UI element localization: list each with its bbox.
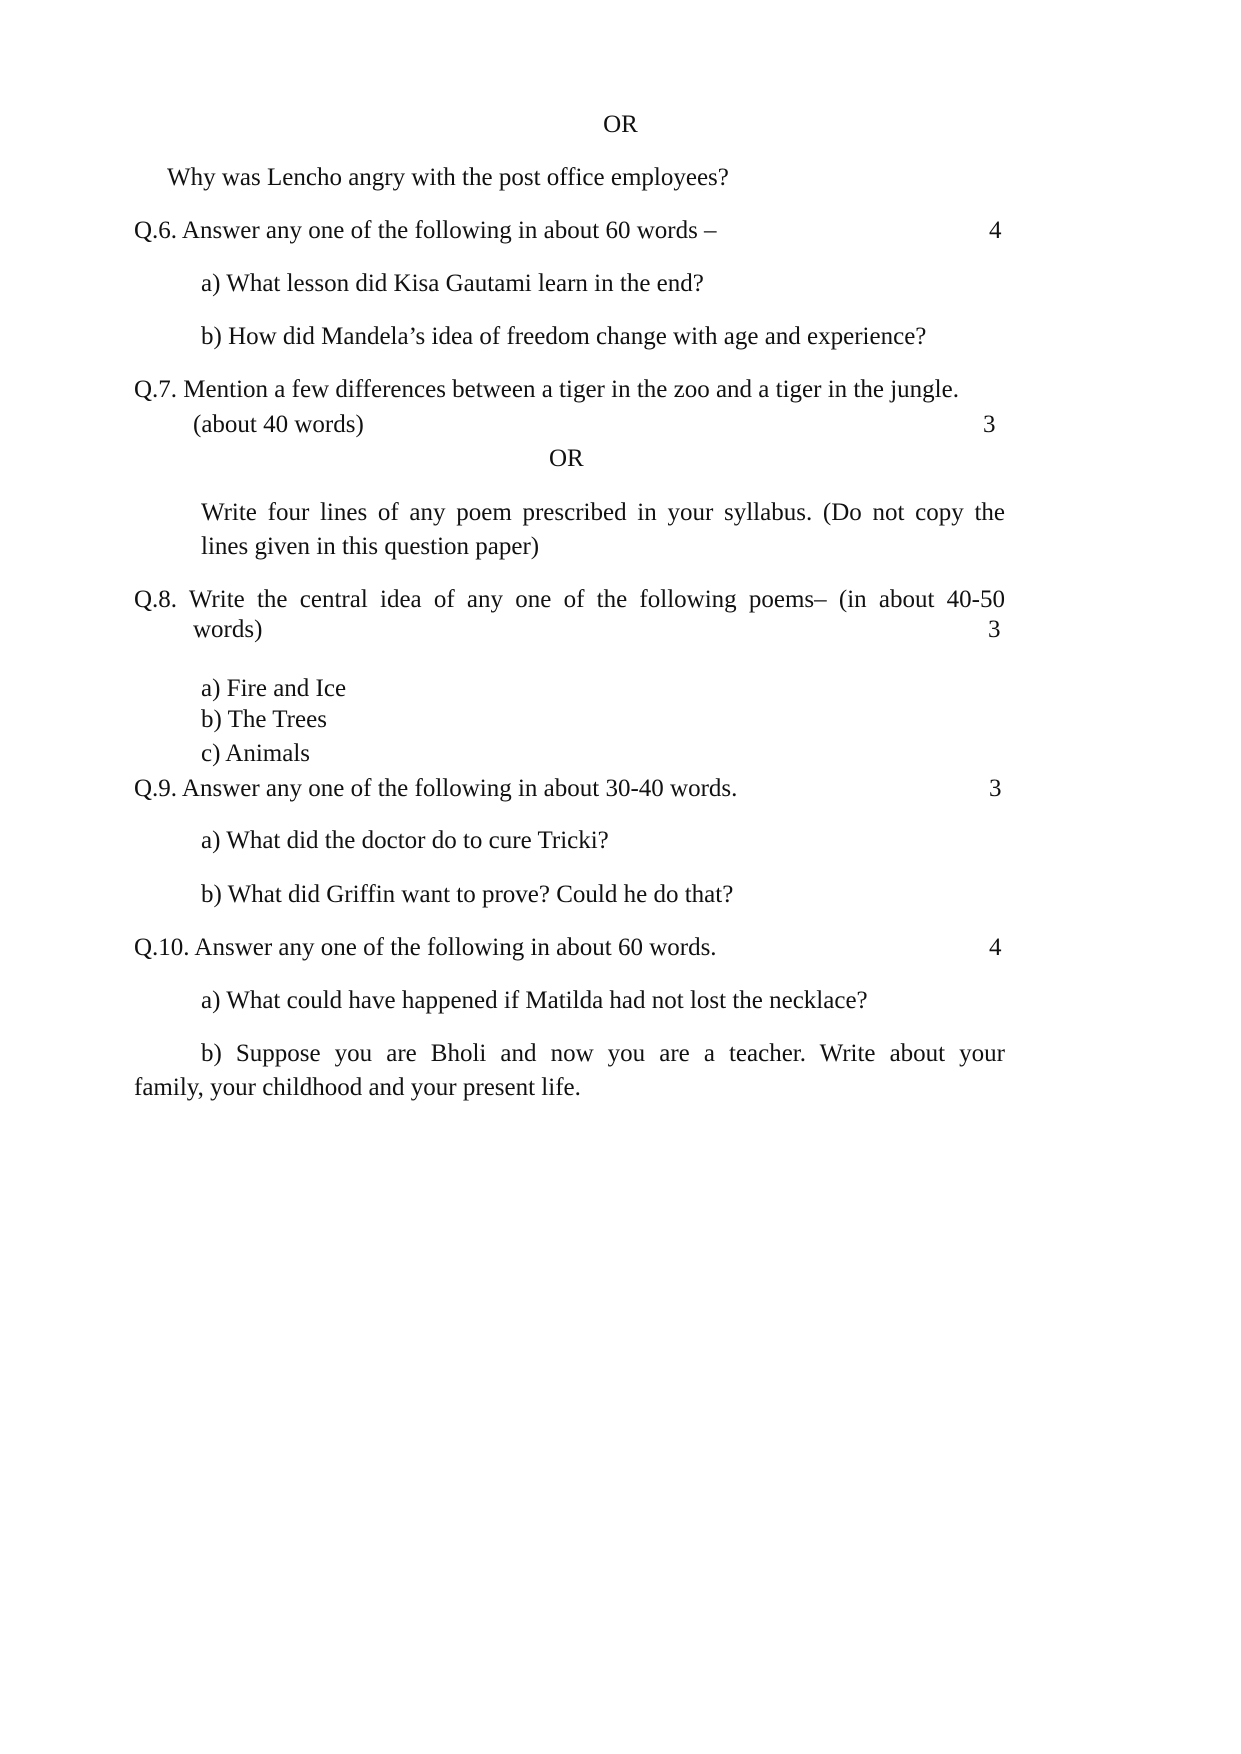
q8-marks: 3	[988, 616, 1001, 643]
q7-question-cont: (about 40 words)	[193, 411, 364, 438]
q8-option-c: c) Animals	[201, 740, 311, 767]
q8-option-a: a) Fire and Ice	[201, 675, 347, 702]
q7-question: Q.7. Mention a few differences between a tiger in the zoo and a tiger in the jungle.	[134, 376, 959, 403]
q7-alt-question	[201, 494, 1005, 566]
q10-option-b-line-1: b) Suppose you are Bholi and now you are a teacher. Write about your	[201, 1040, 1005, 1067]
q6-question: Q.6. Answer any one of the following in about 60 words –	[134, 217, 717, 244]
q6-option-b: b) How did Mandela’s idea of freedom change with age and experience?	[201, 323, 927, 350]
q7-or-separator: OR	[549, 445, 584, 472]
q9-marks: 3	[989, 775, 1002, 802]
q6-marks: 4	[989, 217, 1002, 244]
q9-option-a: a) What did the doctor do to cure Tricki?	[201, 827, 609, 854]
q10-option-b-line-2: family, your childhood and your present life.	[134, 1074, 581, 1101]
q7-alt-line-2: lines given in this question paper)	[201, 533, 540, 560]
q8-question: Q.8. Write the central idea of any one of the following poems– (in about 40-50	[134, 586, 1005, 613]
q8-option-b: b) The Trees	[201, 706, 327, 733]
q7-alt-line-1: Write four lines of any poem prescribed in your syllabus. (Do not copy the	[201, 499, 1005, 526]
q8-question-cont: words)	[193, 616, 263, 643]
q10-question: Q.10. Answer any one of the following in about 60 words.	[134, 934, 717, 961]
q9-option-b: b) What did Griffin want to prove? Could he do that?	[201, 881, 734, 908]
q9-question: Q.9. Answer any one of the following in about 30-40 words.	[134, 775, 738, 802]
q6-option-a: a) What lesson did Kisa Gautami learn in the end?	[201, 270, 704, 297]
q10-marks: 4	[989, 934, 1002, 961]
q5-or-question: Why was Lencho angry with the post office employees?	[167, 164, 729, 191]
q7-marks: 3	[983, 411, 996, 438]
q10-option-a: a) What could have happened if Matilda had not lost the necklace?	[201, 987, 868, 1014]
or-separator-1: OR	[603, 111, 638, 138]
